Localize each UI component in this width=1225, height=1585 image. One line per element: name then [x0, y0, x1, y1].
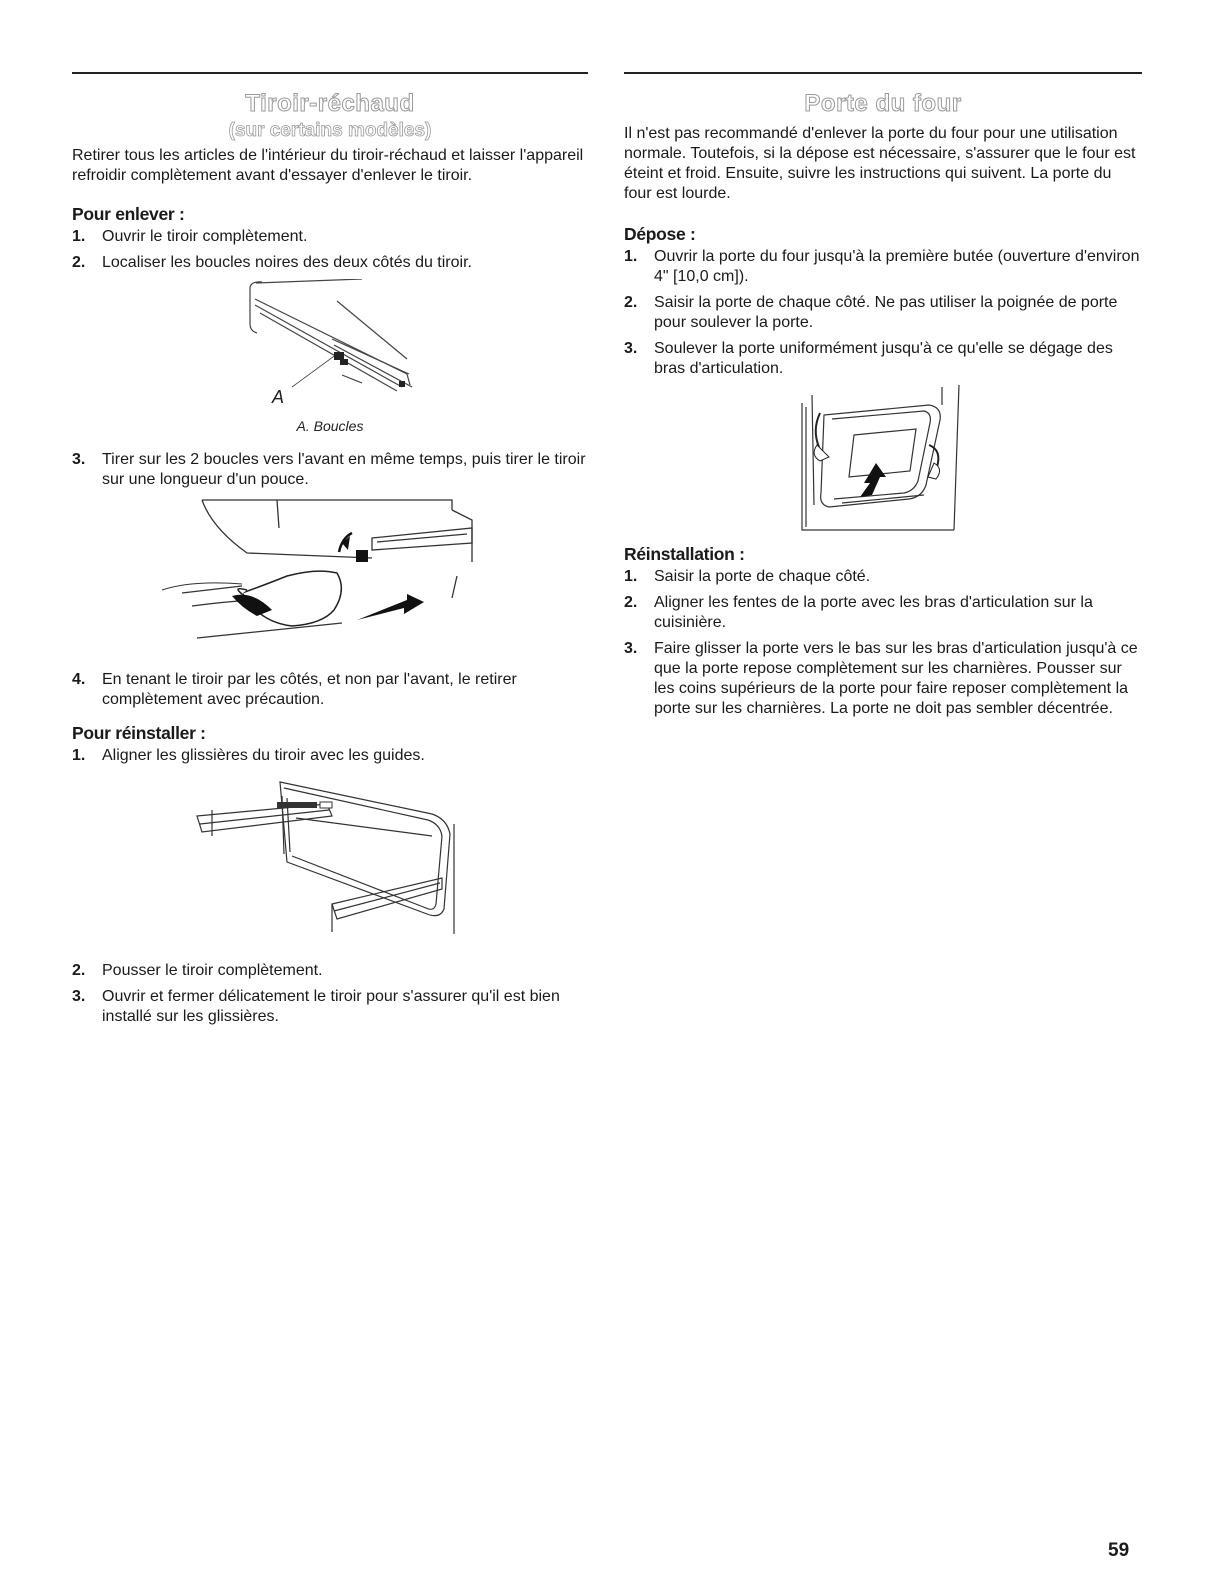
list-item — [72, 253, 588, 273]
step-text: Tirer sur les 2 boucles vers l'avant en même temps, puis tirer le tiroir sur une longueur d'un pouce. — [102, 451, 586, 488]
step-text: Ouvrir le tiroir complètement. — [102, 228, 308, 245]
warming-drawer-section — [72, 72, 588, 1033]
oven-door-section — [624, 72, 1142, 725]
list-item — [72, 450, 588, 490]
oven-door-illustration — [624, 385, 1142, 535]
step-text: Saisir la porte de chaque côté. — [654, 568, 871, 585]
list-item — [624, 639, 1142, 719]
step-number: 3. — [624, 340, 638, 357]
step-text: Aligner les glissières du tiroir avec les guides. — [102, 747, 425, 764]
remove-steps-continued — [72, 450, 588, 490]
step-text: Localiser les boucles noires des deux côtés du tiroir. — [102, 254, 472, 271]
list-item — [72, 227, 588, 247]
step-text: En tenant le tiroir par les côtés, et non par l'avant, le retirer complètement avec précaution. — [102, 671, 517, 708]
oven-door-drawing — [624, 385, 1142, 535]
drawer-pull-illustration — [72, 498, 588, 663]
step-text: Saisir la porte de chaque côté. Ne pas utiliser la poignée de porte pour soulever la porte. — [654, 294, 1118, 331]
step-number: 1. — [624, 248, 638, 265]
figure-caption: A. Boucles — [296, 418, 364, 434]
depose-steps — [624, 247, 1142, 379]
drawer-latch-illustration — [72, 279, 588, 434]
drawer-rail-drawing — [72, 279, 588, 411]
step-text: Pousser le tiroir complètement. — [102, 962, 323, 979]
intro-paragraph: Retirer tous les articles de l'intérieur du tiroir-réchaud et laisser l'appareil refroidir complètement avant d'essayer d'enlever le tiroir. — [72, 147, 584, 184]
step-number: 1. — [72, 747, 86, 764]
step-number: 2. — [624, 594, 638, 611]
list-item — [624, 339, 1142, 379]
step-number: 2. — [72, 962, 86, 979]
list-item — [72, 670, 588, 710]
section-subtitle: (sur certains modèles) — [228, 120, 432, 141]
section-rule — [624, 72, 1142, 74]
step-number: 3. — [72, 451, 86, 468]
depose-heading: Dépose : — [624, 224, 696, 244]
section-title: Porte du four — [804, 90, 962, 117]
list-item — [72, 961, 588, 981]
step-text: Faire glisser la porte vers le bas sur les bras d'articulation jusqu'à ce que la porte repose complètement sur les charnières. Pousser sur les coins supérieurs de la porte pour faire reposer complètement la porte sur les charnières. La porte ne doit pas sembler décentrée. — [654, 640, 1138, 717]
section-title: Tiroir-réchaud — [245, 90, 415, 117]
step-number: 3. — [72, 988, 86, 1005]
step-text: Aligner les fentes de la porte avec les bras d'articulation sur la cuisinière. — [654, 594, 1093, 631]
step-text: Soulever la porte uniformément jusqu'à ce qu'elle se dégage des bras d'articulation. — [654, 340, 1113, 377]
callout-a: A — [272, 387, 285, 407]
drawer-glides-drawing — [72, 774, 588, 954]
step-number: 3. — [624, 640, 638, 657]
list-item — [624, 567, 1142, 587]
list-item — [624, 293, 1142, 333]
list-item — [624, 247, 1142, 287]
reinstall-heading: Pour réinstaller : — [72, 723, 206, 743]
drawer-pull-drawing — [72, 498, 588, 663]
step-text: Ouvrir et fermer délicatement le tiroir pour s'assurer qu'il est bien installé sur les glissières. — [102, 988, 560, 1025]
step-text: Ouvrir la porte du four jusqu'à la première butée (ouverture d'environ 4" [10,0 cm]). — [654, 248, 1140, 285]
reinstall-steps-continued — [72, 961, 588, 1027]
step-number: 2. — [624, 294, 638, 311]
reinstall-heading: Réinstallation : — [624, 544, 745, 564]
reinstall-steps — [72, 746, 588, 766]
remove-steps — [72, 227, 588, 273]
page-number: 59 — [1108, 1540, 1130, 1561]
remove-heading: Pour enlever : — [72, 204, 185, 224]
list-item — [72, 987, 588, 1027]
reinstall-steps — [624, 567, 1142, 719]
drawer-glides-illustration — [72, 774, 588, 954]
list-item — [624, 593, 1142, 633]
section-rule — [72, 72, 588, 74]
remove-steps-final — [72, 670, 588, 710]
list-item — [72, 746, 588, 766]
step-number: 1. — [72, 228, 86, 245]
intro-paragraph: Il n'est pas recommandé d'enlever la porte du four pour une utilisation normale. Toutefois, si la dépose est nécessaire, s'assurer que le four est éteint et froid. Ensuite, suivre les instructions qui suivent. La porte du four est lourde. — [624, 125, 1136, 202]
step-number: 2. — [72, 254, 86, 271]
step-number: 1. — [624, 568, 638, 585]
step-number: 4. — [72, 671, 86, 688]
